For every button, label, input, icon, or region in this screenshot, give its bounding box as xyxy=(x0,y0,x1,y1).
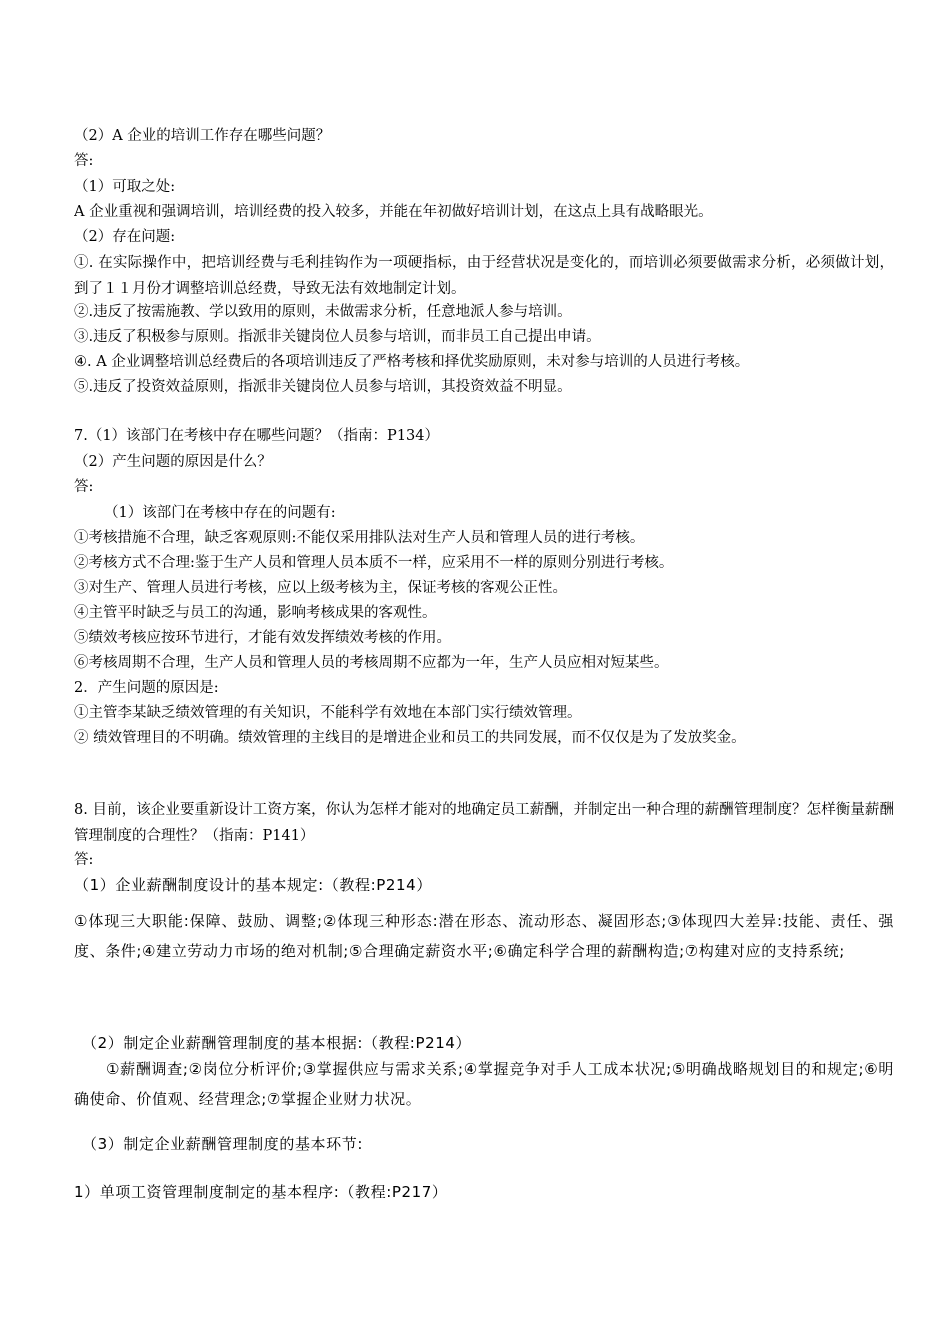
assessment-problem-item: ④主管平时缺乏与员工的沟通，影响考核成果的客观性。 xyxy=(74,605,437,621)
answer-label: 答: xyxy=(74,479,94,495)
assessment-problem-item: ①考核措施不合理，缺乏客观原则:不能仅采用排队法对生产人员和管理人员的进行考核。 xyxy=(74,530,645,546)
problem-item: ①. 在实际操作中，把培训经费与毛利挂钩作为一项硬指标，由于经营状况是变化的，而培训必须要做需求分析，必须做计划，到了１１月份才调整培训总经费，导致无法有效地制定计划。 xyxy=(74,255,894,297)
answer-label: 答: xyxy=(74,153,94,169)
merits-text: A 企业重视和强调培训，培训经费的投入较多，并能在年初做好培训计划，在这点上具有战略眼光。 xyxy=(74,204,713,220)
problem-item: ③.违反了积极参与原则。指派非关键岗位人员参与培训，而非员工自己提出申请。 xyxy=(74,329,601,345)
part3-heading: （3）制定企业薪酬管理制度的基本环节: xyxy=(82,1135,363,1153)
problem-item: ⑤.违反了投资效益原则，指派非关键岗位人员参与培训，其投资效益不明显。 xyxy=(74,379,572,395)
merits-heading: （1）可取之处: xyxy=(74,179,176,195)
causes-heading: 2．产生问题的原因是: xyxy=(74,680,219,696)
assessment-problem-item: ⑤绩效考核应按环节进行，才能有效发挥绩效考核的作用。 xyxy=(74,630,451,646)
assessment-problem-item: ③对生产、管理人员进行考核，应以上级考核为主，保证考核的客观公正性。 xyxy=(74,580,567,596)
part3-subheading: 1）单项工资管理制度制定的基本程序:（教程:P217） xyxy=(74,1183,448,1201)
question-training: （2）A 企业的培训工作存在哪些问题？ xyxy=(74,128,331,144)
part2-text: ①薪酬调查;②岗位分析评价;③掌握供应与需求关系;④掌握竞争对手人工成本状况;⑤明确战略规划目的和规定;⑥明确使命、价值观、经营理念;⑦掌握企业财力状况。 xyxy=(74,1060,894,1108)
assessment-problem-item: ②考核方式不合理:鉴于生产人员和管理人员本质不一样，应采用不一样的原则分别进行考核。 xyxy=(74,555,674,571)
question-7-part1: 7.（1）该部门在考核中存在哪些问题？（指南：P134） xyxy=(74,428,439,444)
question-8: 8. 目前，该企业要重新设计工资方案，你认为怎样才能对的地确定员工薪酬，并制定出一种合理的薪酬管理制度？怎样衡量薪酬管理制度的合理性？（指南：P141） xyxy=(74,802,894,844)
answer-label: 答: xyxy=(74,852,94,868)
problem-item: ②.违反了按需施教、学以致用的原则，未做需求分析，任意地派人参与培训。 xyxy=(74,304,572,320)
part1-text: ①体现三大职能:保障、鼓励、调整;②体现三种形态:潜在形态、流动形态、凝固形态;③体现四大差异:技能、责任、强度、条件;④建立劳动力市场的绝对机制;⑤合理确定薪资水平;⑥确定科学合理的薪酬构造;⑦构建对应的支持系统; xyxy=(74,912,894,960)
part2-heading: （2）制定企业薪酬管理制度的基本根据:（教程:P214） xyxy=(82,1034,472,1052)
cause-item: ② 绩效管理目的不明确。绩效管理的主线目的是增进企业和员工的共同发展，而不仅仅是为了发放奖金。 xyxy=(74,730,746,746)
question-7-part2: （2）产生问题的原因是什么？ xyxy=(74,454,272,470)
problems-heading: （2）存在问题: xyxy=(74,229,176,245)
cause-item: ①主管李某缺乏绩效管理的有关知识，不能科学有效地在本部门实行绩效管理。 xyxy=(74,705,582,721)
problem-item: ④. A 企业调整培训总经费后的各项培训违反了严格考核和择优奖励原则，未对参与培训的人员进行考核。 xyxy=(74,354,750,370)
assessment-problem-item: ⑥考核周期不合理，生产人员和管理人员的考核周期不应都为一年，生产人员应相对短某些。 xyxy=(74,655,669,671)
part1-heading: （1）企业薪酬制度设计的基本规定:（教程:P214） xyxy=(74,876,432,894)
assessment-problems-heading: （1）该部门在考核中存在的问题有: xyxy=(104,505,336,521)
